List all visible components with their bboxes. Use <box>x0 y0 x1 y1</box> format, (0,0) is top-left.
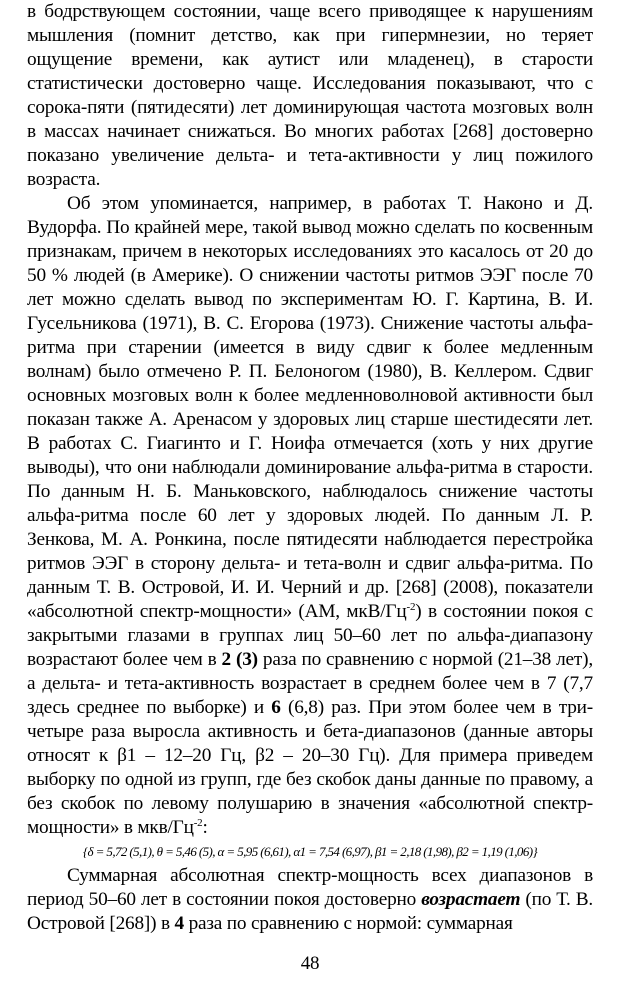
paragraph-main <box>27 192 593 840</box>
text-run: Суммарная абсолютная спектр-мощность всех диапазонов в период 50–60 лет в состоянии покоя достоверно <box>27 865 593 910</box>
bold-number: 6 <box>271 697 281 718</box>
superscript: -2 <box>406 601 416 613</box>
text-run: раза по сравнению с нормой: суммарная <box>183 913 513 934</box>
paragraph-continuation: в бодрствующем состоянии, чаще всего приводящее к нарушениям мышления (помнит детство, как при гипермнезии, но теряет ощущение времени, как аутист или младенец), в старости статистически достоверно чаще. Исследования показывают, что с сорока-пяти (пятидесяти) лет доминирующая частота мозговых волн в массах начинает снижаться. Во многих работах [268] достоверно показано увеличение дельта- и тета-активности у лиц пожилого возраста. <box>27 1 593 190</box>
text-run: Об этом упоминается, например, в работах Т. Наконо и Д. Вудорфа. По крайней мере, такой вывод можно сделать по косвенным признакам, причем в некоторых исследованиях это касалось от 20 до 50 % людей (в Америке). О снижении частоты ритмов ЭЭГ после 70 лет можно сделать вывод по экспериментам Ю. Г. Картина, В. И. Гусельникова (1971), В. С. Егорова (1973). Снижение частоты альфа-ритма при старении (имеется в виду сдвиг к более медленным волнам) было отмечено Р. П. Белоногом (1980), В. Келлером. Сдвиг основных мозговых волн к более медленноволновой активности был показан также А. Аренасом у здоровых лиц старше шестидесяти лет. В работах С. Гиагинто и Г. Ноифа отмечается (хоть у них другие выводы), что они наблюдали доминирование альфа-ритма в старости. По данным Н. Б. Маньковского, наблюдалось снижение частоты альфа-ритма после 60 лет у здоровых людей. По данным Л. Р. Зенкова, М. А. Ронкина, после пятидесяти наблюдается перестройка ритмов ЭЭГ в сторону дельта- и тета-волн и сдвиг альфа-ритма. По данным Т. В. Островой, И. И. Черний и др. [268] (2008), показатели «абсолютной спектр-мощности» (АМ, мкВ/Гц <box>27 193 593 622</box>
formula-line: {δ = 5,72 (5,1), θ = 5,46 (5), α = 5,95 (6,61), α1 = 7,54 (6,97), β1 = 2,18 (1,98), β2 = 1,19 (1,06)} <box>82 844 538 859</box>
text-run: ) в состоянии покоя с закрытыми глазами в группах лиц 50–60 лет по альфа-диапазону возрастают более чем в <box>27 601 593 670</box>
page-number: 48 <box>300 953 320 974</box>
text-run: (по Т. В. Островой [268]) в <box>27 889 593 934</box>
bold-number: 2 (3) <box>221 649 258 670</box>
superscript: -2 <box>193 817 203 829</box>
emphasized-word: возрастает <box>421 889 521 910</box>
bold-number: 4 <box>174 913 184 934</box>
paragraph-summary <box>27 864 593 936</box>
text-run: : <box>202 817 208 838</box>
book-page <box>27 0 593 997</box>
text-run: раза по сравнению с нормой (21–38 лет), а дельта- и тета-активность возрастает в среднем более чем в 7 (7,7 здесь среднее по выборке) и <box>27 649 593 718</box>
text-run: (6,8) раз. При этом более чем в три-четыре раза выросла активность и бета-диапазонов (данные авторы относят к β1 – 12–20 Гц, β2 – 20–30 Гц). Для примера приведем выборку по одной из групп, где без скобок даны данные по правому, а без скобок по левому полушарию в значения «абсолютной спектр-мощности» в мкв/Гц <box>27 697 593 838</box>
